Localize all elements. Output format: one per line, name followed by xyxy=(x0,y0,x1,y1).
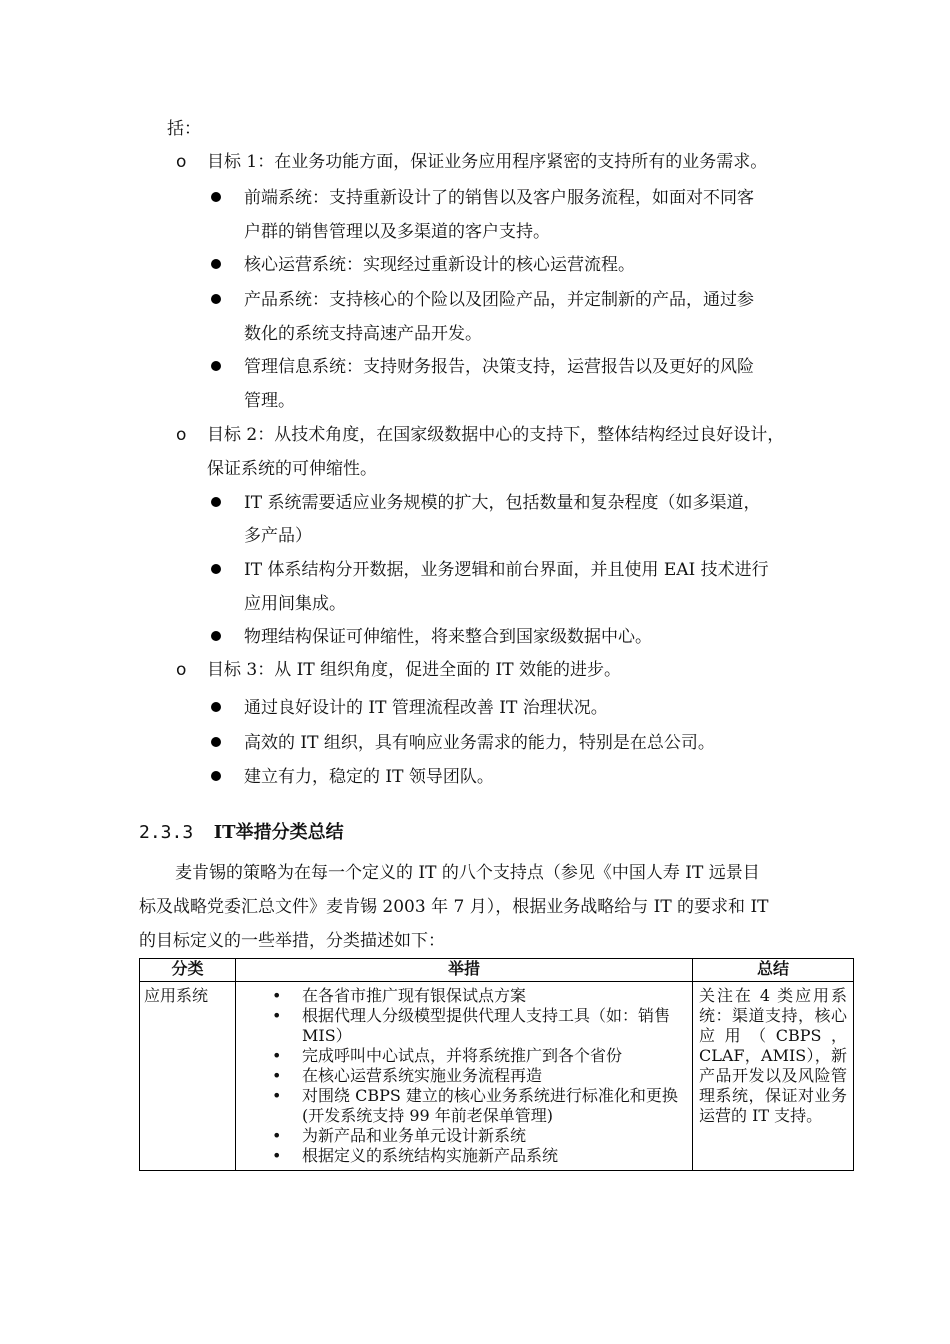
goal-1-item-4-cont: 管理。 xyxy=(244,391,295,411)
action-item: • 根据代理人分级模型提供代理人支持工具（如：销售MIS） xyxy=(236,1006,686,1046)
goal-1-item-2: 核心运营系统：实现经过重新设计的核心运营流程。 xyxy=(244,255,635,275)
row-actions xyxy=(236,982,693,1171)
bullet-icon xyxy=(211,294,221,304)
table-header-row xyxy=(140,959,854,982)
section-title: IT举措分类总结 xyxy=(213,822,344,843)
row-category: 应用系统 xyxy=(140,982,236,1171)
bullet-icon xyxy=(211,259,221,269)
action-item: • 完成呼叫中心试点，并将系统推广到各个省份 xyxy=(236,1046,686,1066)
bullet-icon xyxy=(211,361,221,371)
bullet-icon xyxy=(211,631,221,641)
action-item: • 根据定义的系统结构实施新产品系统 xyxy=(236,1146,686,1166)
bullet-icon xyxy=(211,737,221,747)
header-summary: 总结 xyxy=(693,959,854,982)
bullet-icon xyxy=(211,771,221,781)
bullet-icon xyxy=(211,192,221,202)
goal-2-item-1-cont: 多产品） xyxy=(244,526,312,546)
goal-3-item-2: 高效的 IT 组织，具有响应业务需求的能力，特别是在总公司。 xyxy=(244,733,715,753)
goal-marker: o xyxy=(176,660,187,680)
measures-table xyxy=(139,958,854,1171)
goal-2-item-1: IT 系统需要适应业务规模的扩大，包括数量和复杂程度（如多渠道， xyxy=(244,493,761,513)
row-summary: 关注在 4 类应用系统：渠道支持，核心应用（CBPS，CLAF，AMIS），新产品开发以及风险管理系统，保证对业务运营的 IT 支持。 xyxy=(693,982,854,1171)
goal-marker: o xyxy=(176,425,187,445)
action-item: • 在核心运营系统实施业务流程再造 xyxy=(236,1066,686,1086)
action-item: • 为新产品和业务单元设计新系统 xyxy=(236,1126,686,1146)
goal-2-text-cont: 保证系统的可伸缩性。 xyxy=(207,459,377,479)
bullet-icon xyxy=(211,497,221,507)
goal-2-item-2-cont: 应用间集成。 xyxy=(244,594,346,614)
header-actions: 举措 xyxy=(236,959,693,982)
actions-list xyxy=(236,986,686,1166)
section-paragraph-line-2: 标及战略党委汇总文件》麦肯锡 2003 年 7 月），根据业务战略给与 IT 的要求和 IT xyxy=(139,897,769,917)
goal-1-item-3: 产品系统：支持核心的个险以及团险产品，并定制新的产品，通过参 xyxy=(244,290,754,310)
section-paragraph-line-1: 麦肯锡的策略为在每一个定义的 IT 的八个支持点（参见《中国人寿 IT 远景目 xyxy=(175,863,760,883)
header-category: 分类 xyxy=(140,959,236,982)
goal-1-item-4: 管理信息系统：支持财务报告，决策支持，运营报告以及更好的风险 xyxy=(244,357,754,377)
bullet-icon xyxy=(211,702,221,712)
action-item: • 对围绕 CBPS 建立的核心业务系统进行标准化和更换(开发系统支持 99 年前老保单管理) xyxy=(236,1086,686,1126)
section-paragraph-line-3: 的目标定义的一些举措，分类描述如下： xyxy=(139,931,445,951)
goal-1-item-1-cont: 户群的销售管理以及多渠道的客户支持。 xyxy=(244,222,550,242)
goal-2-text: 目标 2：从技术角度，在国家级数据中心的支持下，整体结构经过良好设计， xyxy=(207,425,785,445)
goal-2-item-3: 物理结构保证可伸缩性，将来整合到国家级数据中心。 xyxy=(244,627,652,647)
goal-marker: o xyxy=(176,152,187,172)
goal-1-text: 目标 1：在业务功能方面，保证业务应用程序紧密的支持所有的业务需求。 xyxy=(207,152,768,172)
goal-3-text: 目标 3：从 IT 组织角度，促进全面的 IT 效能的进步。 xyxy=(207,660,621,680)
table-row xyxy=(140,982,854,1171)
action-item: • 在各省市推广现有银保试点方案 xyxy=(236,986,686,1006)
section-number: 2.3.3 xyxy=(139,822,194,843)
goal-1-item-3-cont: 数化的系统支持高速产品开发。 xyxy=(244,324,482,344)
bullet-icon xyxy=(211,564,221,574)
goal-3-item-1: 通过良好设计的 IT 管理流程改善 IT 治理状况。 xyxy=(244,698,608,718)
section-heading xyxy=(139,820,344,846)
intro-text: 括： xyxy=(167,119,201,139)
goal-1-item-1: 前端系统：支持重新设计了的销售以及客户服务流程，如面对不同客 xyxy=(244,188,754,208)
goal-2-item-2: IT 体系结构分开数据，业务逻辑和前台界面，并且使用 EAI 技术进行 xyxy=(244,560,769,580)
goal-3-item-3: 建立有力，稳定的 IT 领导团队。 xyxy=(244,767,494,787)
